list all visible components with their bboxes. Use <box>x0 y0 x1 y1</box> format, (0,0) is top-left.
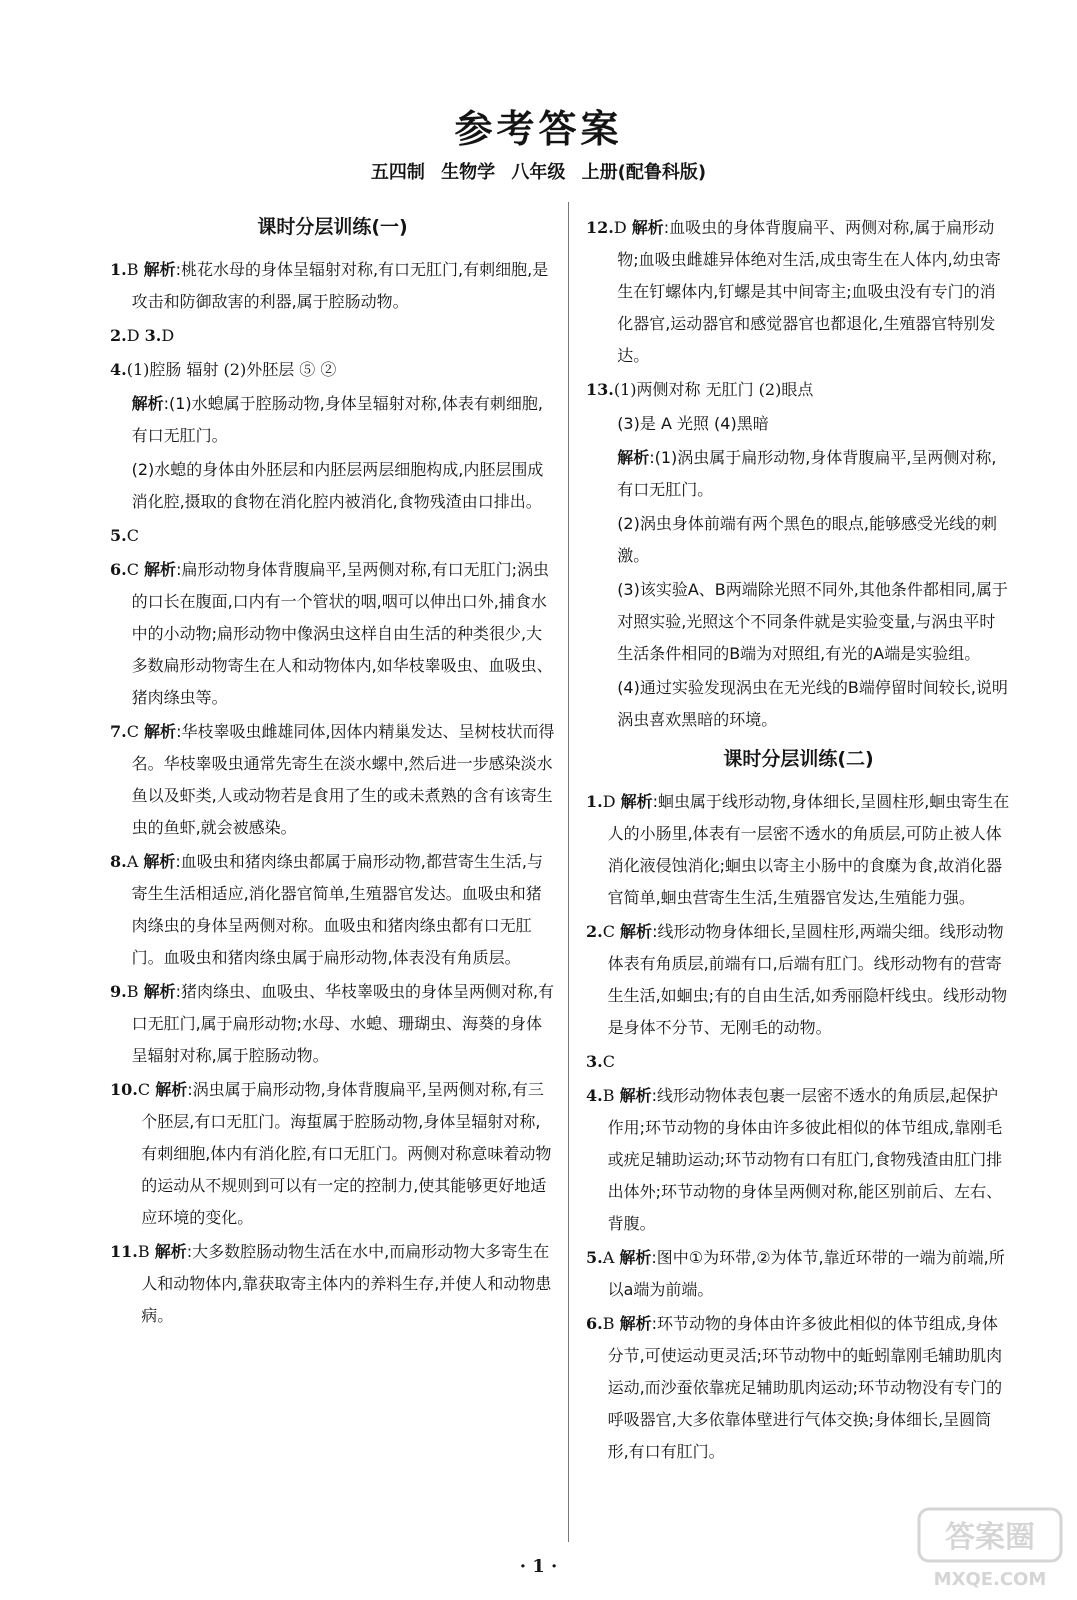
answer-item <box>110 976 555 1072</box>
answer-choice: D <box>602 792 616 811</box>
answer-item <box>586 786 1011 914</box>
analysis-text: :线形动物体表包裹一层密不透水的角质层,起保护作用;环节动物的身体由许多彼此相似的体节组成,靠刚毛或疣足辅助运动;环节动物有口有肛门,食物残渣由肛门排出体外;环节动物的身体呈两侧对称,能区别前后、左右、背腹。 <box>607 1086 1003 1233</box>
answer-choice: A <box>126 852 139 871</box>
analysis-text: :桃花水母的身体呈辐射对称,有口无肛门,有刺细胞,是攻击和防御敌害的利器,属于腔肠动物。 <box>131 260 549 311</box>
question-number: 1. <box>586 792 603 811</box>
answer-item <box>586 1242 1011 1306</box>
analysis-text: :血吸虫和猪肉绦虫都属于扁形动物,都营寄生生活,与寄生生活相适应,消化器官简单,生殖器官发达。血吸虫和猪肉绦虫的身体呈两侧对称。血吸虫和猪肉绦虫都有口无肛门。血吸虫和猪肉绦虫属于扁形动物,体表没有角质层。 <box>131 852 543 967</box>
analysis-paragraph: (3)该实验A、B两端除光照不同外,其他条件都相同,属于对照实验,光照这个不同条件就是实验变量,与涡虫平时生活条件相同的B端为对照组,有光的A端是实验组。 <box>617 580 1008 663</box>
analysis-text: :线形动物身体细长,呈圆柱形,两端尖细。线形动物体表有角质层,前端有口,后端有肛门。线形动物有的营寄生生活,如蛔虫;有的自由生活,如秀丽隐杆线虫。线形动物是身体不分节、无刚毛的动物。 <box>607 922 1008 1037</box>
watermark-logo <box>915 1503 1065 1593</box>
question-number: 13. <box>586 380 614 399</box>
analysis-text: :血吸虫的身体背腹扁平、两侧对称,属于扁形动物;血吸虫雌雄异体绝对生活,成虫寄生在人体内,幼虫寄生在钉螺体内,钉螺是其中间寄主;血吸虫没有专门的消化器官,运动器官和感觉器官也都退化,生殖器官特别发达。 <box>617 218 1001 365</box>
answer-choice: D <box>126 326 140 345</box>
answer-choice: B <box>126 982 139 1001</box>
analysis-text: :图中①为环带,②为体节,靠近环带的一端为前端,所以a端为前端。 <box>607 1248 1005 1299</box>
question-number: 2. <box>586 922 603 941</box>
page-number: · 1 · <box>519 1556 558 1577</box>
answer-choice: B <box>126 260 139 279</box>
answer-choice: B <box>602 1086 615 1105</box>
question-number: 10. <box>110 1080 138 1099</box>
analysis-label: 解析 <box>620 792 653 811</box>
question-number: 5. <box>586 1248 603 1267</box>
analysis-label: 解析 <box>619 1248 652 1267</box>
answer-item <box>586 1080 1011 1240</box>
answer-item <box>110 1074 555 1234</box>
left-column <box>110 212 555 1334</box>
question-number: 2. <box>110 326 127 345</box>
analysis-paragraph <box>586 442 1011 506</box>
question-number: 7. <box>110 722 127 741</box>
analysis-text: :环节动物的身体由许多彼此相似的体节组成,身体分节,可使运动更灵活;环节动物中的蚯蚓靠刚毛辅助肌肉运动,而沙蚕依靠疣足辅助肌肉运动;环节动物没有专门的呼吸器官,大多依靠体壁进行气体交换;身体细长,呈圆筒形,有口有肛门。 <box>607 1314 1003 1461</box>
answer-item <box>110 320 555 352</box>
question-number: 4. <box>586 1086 603 1105</box>
answer-item <box>586 916 1011 1044</box>
analysis-paragraph: (4)通过实验发现涡虫在无光线的B端停留时间较长,说明涡虫喜欢黑暗的环境。 <box>617 678 1008 729</box>
answer-item <box>110 1236 555 1332</box>
answer-choice: C <box>126 560 139 579</box>
answer-choice: A <box>602 1248 615 1267</box>
answer-item <box>110 554 555 714</box>
analysis-label: 解析 <box>143 852 176 871</box>
analysis-text: :蛔虫属于线形动物,身体细长,呈圆柱形,蛔虫寄生在人的小肠里,体表有一层密不透水的角质层,可防止被人体消化液侵蚀消化;蛔虫以寄主小肠中的食糜为食,故消化器官简单,蛔虫营寄生生活,生殖器官发达,生殖能力强。 <box>607 792 1010 907</box>
analysis-text: :(1)涡虫属于扁形动物,身体背腹扁平,呈两侧对称,有口无肛门。 <box>617 448 997 499</box>
page-subtitle: 五四制 生物学 八年级 上册(配鲁科版) <box>370 162 707 183</box>
question-number: 6. <box>110 560 127 579</box>
answer-item <box>110 354 555 386</box>
analysis-label: 解析 <box>619 1086 652 1105</box>
answer-choice: C <box>602 922 615 941</box>
answer-choice: (1)两侧对称 无肛门 (2)眼点 <box>613 380 814 399</box>
watermark-url: MXQE.COM <box>933 1569 1047 1590</box>
page-title: 参考答案 <box>454 106 623 151</box>
answer-continuation: (3)是 A 光照 (4)黑暗 <box>617 414 769 433</box>
question-number: 6. <box>586 1314 603 1333</box>
analysis-label: 解析 <box>619 1314 652 1333</box>
analysis-label: 解析 <box>143 260 176 279</box>
answer-item <box>586 212 1011 372</box>
analysis-label: 解析 <box>144 560 177 579</box>
analysis-text: :扁形动物身体背腹扁平,呈两侧对称,有口无肛门;涡虫的口长在腹面,口内有一个管状的咽,咽可以伸出口外,捕食水中的小动物;扁形动物中像涡虫这样自由生活的种类很少,大多数扁形动物寄生在人和动物体内,如华枝睾吸虫、血吸虫、猪肉绦虫等。 <box>131 560 553 707</box>
analysis-label: 解析 <box>131 394 164 413</box>
analysis-label: 解析 <box>154 1242 187 1261</box>
answer-choice: B <box>602 1314 615 1333</box>
analysis-text: :(1)水螅属于腔肠动物,身体呈辐射对称,体表有刺细胞,有口无肛门。 <box>131 394 543 445</box>
analysis-text: :大多数腔肠动物生活在水中,而扁形动物大多寄生在人和动物体内,靠获取寄主体内的养料生存,并使人和动物患病。 <box>141 1242 552 1325</box>
analysis-label: 解析 <box>144 722 177 741</box>
answer-choice: C <box>126 526 139 545</box>
question-number: 9. <box>110 982 127 1001</box>
analysis-text: :华枝睾吸虫雌雄同体,因体内精巢发达、呈树枝状而得名。华枝睾吸虫通常先寄生在淡水螺中,然后进一步感染淡水鱼以及虾类,人或动物若是食用了生的或未煮熟的含有该寄生虫的鱼虾,就会被感染。 <box>131 722 555 837</box>
question-number: 5. <box>110 526 127 545</box>
analysis-label: 解析 <box>631 218 664 237</box>
question-number: 8. <box>110 852 127 871</box>
question-number: 12. <box>586 218 614 237</box>
answer-choice: B <box>137 1242 150 1261</box>
analysis-paragraph: (2)水螅的身体由外胚层和内胚层两层细胞构成,内胚层围成消化腔,摄取的食物在消化腔内被消化,食物残渣由口排出。 <box>131 460 544 511</box>
answer-item <box>586 1046 1011 1078</box>
analysis-label: 解析 <box>620 922 653 941</box>
analysis-label: 解析 <box>143 982 176 1001</box>
question-number: 3. <box>586 1052 603 1071</box>
analysis-text: :猪肉绦虫、血吸虫、华枝睾吸虫的身体呈两侧对称,有口无肛门,属于扁形动物;水母、水螅、珊瑚虫、海葵的身体呈辐射对称,属于腔肠动物。 <box>131 982 555 1065</box>
column-divider <box>568 202 569 1542</box>
question-number: 3. <box>144 326 162 345</box>
question-number: 1. <box>110 260 127 279</box>
section-title-2: 课时分层训练(二) <box>723 748 874 770</box>
analysis-label: 解析 <box>617 448 650 467</box>
answer-item <box>110 846 555 974</box>
watermark-title: 答案圈 <box>945 1520 1035 1555</box>
analysis-paragraph: (2)涡虫身体前端有两个黑色的眼点,能够感受光线的刺激。 <box>617 514 997 565</box>
analysis-paragraph <box>110 388 555 452</box>
answer-item <box>110 520 555 552</box>
answer-choice: C <box>137 1080 151 1099</box>
answer-choice: C <box>126 722 139 741</box>
answer-choice: D <box>161 326 175 345</box>
question-number: 11. <box>110 1242 138 1261</box>
answer-item <box>586 1308 1011 1468</box>
answer-choice: (1)腔肠 辐射 (2)外胚层 ⑤ ② <box>126 360 337 379</box>
question-number: 4. <box>110 360 127 379</box>
analysis-label: 解析 <box>155 1080 188 1099</box>
answer-item <box>586 374 1011 406</box>
answer-item <box>110 716 555 844</box>
answer-choice: C <box>602 1052 615 1071</box>
answer-item <box>110 254 555 318</box>
right-column <box>586 212 1011 1470</box>
analysis-text: :涡虫属于扁形动物,身体背腹扁平,呈两侧对称,有三个胚层,有口无肛门。海蜇属于腔肠动物,身体呈辐射对称,有刺细胞,体内有消化腔,有口无肛门。两侧对称意味着动物的运动从不规则到可以有一定的控制力,使其能够更好地适应环境的变化。 <box>141 1080 552 1227</box>
answer-choice: D <box>613 218 627 237</box>
section-title-1: 课时分层训练(一) <box>257 216 408 238</box>
